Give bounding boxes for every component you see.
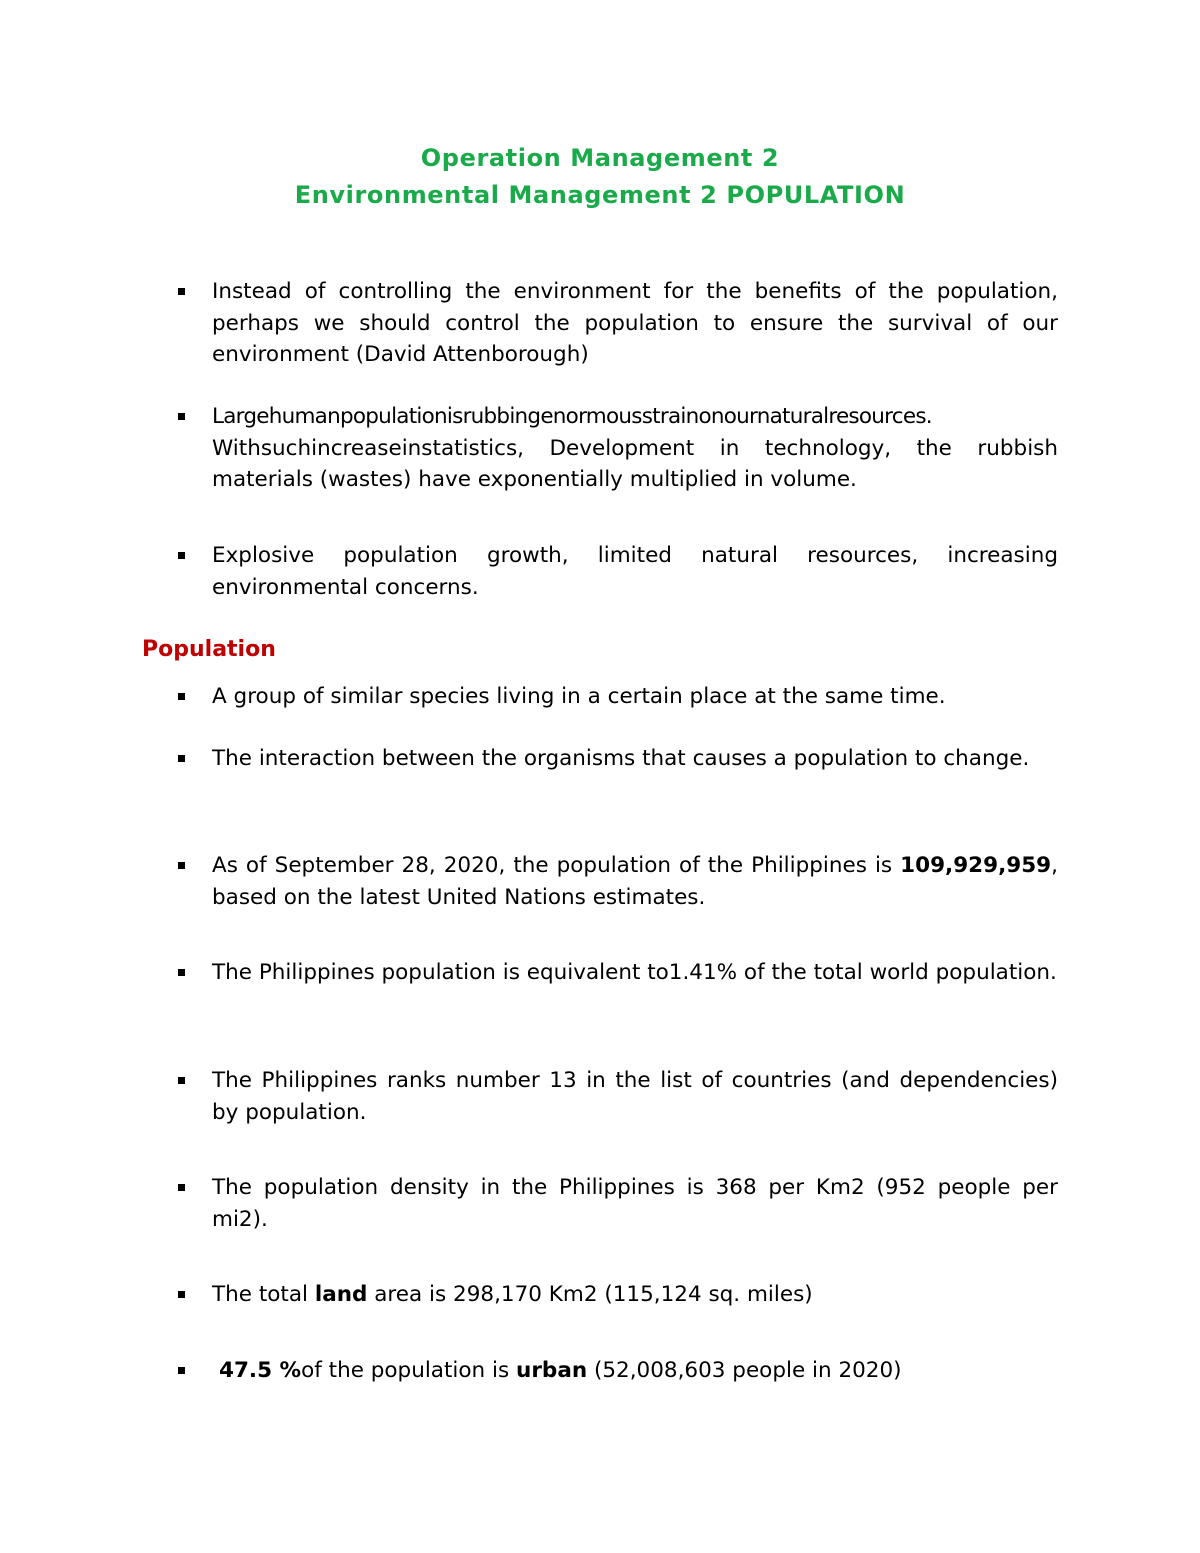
intro-bullet-2 (212, 401, 1058, 496)
urban-percentage: 47.5 % (219, 1358, 302, 1383)
population-bullet-7-post: area is 298,170 Km2 (115,124 sq. miles) (367, 1282, 813, 1307)
population-bullet-8-post: (52,008,603 people in 2020) (587, 1358, 902, 1383)
population-bullet-6-text: The population density in the Philippines is 368 per Km2 (952 people per mi2). (212, 1175, 1058, 1232)
population-bullet-1-text: A group of similar species living in a certain place at the same time. (212, 684, 946, 709)
intro-bullet-1 (212, 276, 1058, 371)
population-bullet-8-mid: of the population is (301, 1358, 517, 1383)
intro-bullet-3-text: Explosive population growth, limited natural resources, increasing environmental concerns. (212, 543, 1058, 600)
population-bullet-4-text: The Philippines population is equivalent to1.41% of the total world population. (212, 960, 1057, 985)
population-bullet-1 (212, 681, 1058, 713)
population-bullet-4 (212, 957, 1058, 989)
population-bullet-5 (212, 1065, 1058, 1128)
population-bullet-3-pre: As of September 28, 2020, the population of the Philippines is (212, 853, 893, 878)
population-bullet-2-text: The interaction between the organisms that causes a population to change. (212, 746, 1030, 771)
population-bullet-2 (212, 743, 1058, 775)
population-bullet-7 (212, 1279, 1058, 1311)
population-bullet-7-pre: The total (212, 1282, 315, 1307)
population-bullet-8 (212, 1355, 1058, 1387)
population-bullet-3 (212, 850, 1058, 913)
urban-keyword: urban (516, 1358, 588, 1383)
intro-bullet-3 (212, 540, 1058, 603)
document-subtitle: Environmental Management 2 POPULATION (294, 181, 906, 209)
intro-bullet-1-text: Instead of controlling the environment for the benefits of the population, perhaps we should control the population to ensure the survival of our environment (David Attenborough) (212, 279, 1058, 367)
land-keyword: land (314, 1282, 368, 1307)
document-title: Operation Management 2 (420, 144, 780, 172)
population-bullet-6 (212, 1172, 1058, 1235)
population-bullet-3-post: , based on the latest United Nations estimates. (212, 853, 1058, 910)
intro-bullet-2-line1: Largehumanpopulationisrubbingenormousstrainonournaturalresources. (212, 404, 932, 429)
population-count: 109,929,959 (900, 853, 1052, 878)
population-bullet-5-text: The Philippines ranks number 13 in the list of countries (and dependencies) by population. (212, 1068, 1058, 1125)
population-heading: Population (142, 637, 276, 662)
intro-bullet-2-rest: Withsuchincreaseinstatistics, Development in technology, the rubbish materials (wastes) have exponentially multiplied in volume. (212, 435, 1058, 492)
